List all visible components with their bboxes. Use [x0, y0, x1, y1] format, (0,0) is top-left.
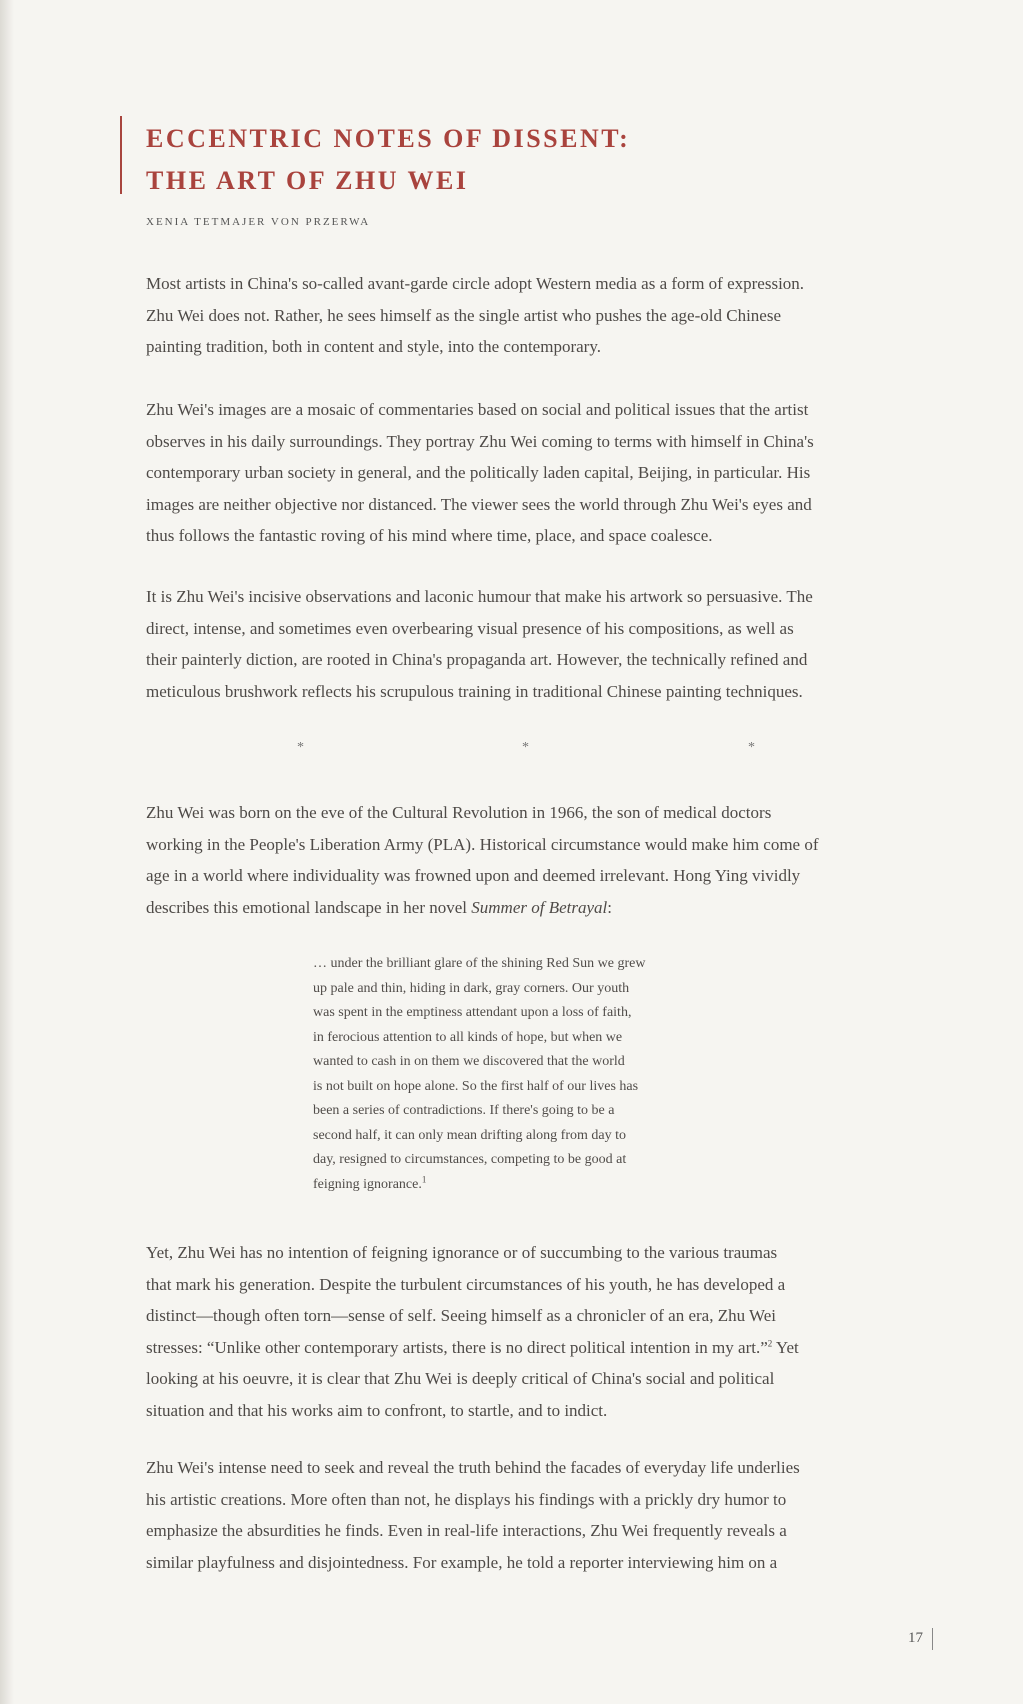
title-line-2: THE ART OF ZHU WEI: [146, 166, 469, 195]
text-line: similar playfulness and disjointedness. For example, he told a reporter interviewing him on a: [146, 1552, 778, 1572]
section-break-star: *: [297, 740, 304, 755]
text-line: Zhu Wei's images are a mosaic of commentaries based on social and political issues that the artist: [146, 400, 809, 419]
text-line: It is Zhu Wei's incisive observations and laconic humour that make his artwork so persuasive. The: [146, 587, 813, 606]
text-line: direct, intense, and sometimes even overbearing visual presence of his compositions, as well as: [146, 618, 794, 638]
text-line: Zhu Wei's intense need to seek and reveal the truth behind the facades of everyday life underlies: [146, 1458, 800, 1477]
author-byline: XENIA TETMAJER VON PRZERWA: [146, 216, 371, 228]
paragraph-2: [146, 394, 926, 552]
text-line: thus follows the fantastic roving of his mind where time, place, and space coalesce.: [146, 526, 713, 545]
quote-line: wanted to cash in on them we discovered that the world: [313, 1054, 625, 1069]
quote-line: … under the brilliant glare of the shining Red Sun we grew: [313, 956, 646, 971]
text-span: stresses: “Unlike other contemporary artists, there is no direct political intention in my art.”: [146, 1337, 768, 1357]
text-line: his artistic creations. More often than not, he displays his findings with a prickly dry humor to: [146, 1489, 787, 1509]
text-line: Zhu Wei does not. Rather, he sees himself as the single artist who pushes the age-old Chinese: [146, 305, 782, 325]
text-line: observes in his daily surroundings. They portray Zhu Wei coming to terms with himself in China's: [146, 431, 814, 451]
quote-line: is not built on hope alone. So the first half of our lives has: [313, 1078, 639, 1094]
quote-line: up pale and thin, hiding in dark, gray corners. Our youth: [313, 980, 630, 996]
text-line: distinct—though often torn—sense of self. Seeing himself as a chronicler of an era, Zhu Wei: [146, 1306, 776, 1325]
section-break: [0, 740, 1023, 760]
quote-line: was spent in the emptiness attendant upon a loss of faith,: [313, 1005, 632, 1020]
footnote-marker: 1: [421, 1173, 427, 1184]
paragraph-5: [146, 1237, 926, 1426]
text-line: Yet, Zhu Wei has no intention of feigning ignorance or of succumbing to the various traumas: [146, 1243, 778, 1262]
paragraph-3: [146, 581, 926, 707]
text-line: Most artists in China's so-called avant-garde circle adopt Western media as a form of expression.: [146, 274, 805, 293]
text-line: painting tradition, both in content and style, into the contemporary.: [146, 337, 601, 356]
text-line: age in a world where individuality was frowned upon and deemed irrelevant. Hong Ying vividly: [146, 866, 801, 885]
text-span: describes this emotional landscape in her novel: [146, 897, 472, 917]
text-line: meticulous brushwork reflects his scrupulous training in traditional Chinese painting techniques.: [146, 681, 803, 701]
binding-shadow: [0, 0, 14, 1704]
block-quote: [313, 952, 753, 1197]
text-line: that mark his generation. Despite the turbulent circumstances of his youth, he has developed a: [146, 1274, 786, 1294]
title-accent-rule: [120, 116, 122, 194]
quote-line: second half, it can only mean drifting along from day to: [313, 1127, 626, 1143]
text-span: Yet: [772, 1337, 799, 1357]
paragraph-1: [146, 268, 926, 363]
text-line: [146, 892, 926, 924]
article-title: [146, 118, 846, 202]
text-line: Zhu Wei was born on the eve of the Cultural Revolution in 1966, the son of medical doctors: [146, 803, 772, 822]
quote-line: been a series of contradictions. If there's going to be a: [313, 1103, 615, 1118]
text-line: situation and that his works aim to confront, to startle, and to indict.: [146, 1400, 608, 1420]
text-line: working in the People's Liberation Army (PLA). Historical circumstance would make him come of: [146, 834, 819, 854]
text-line: looking at his oeuvre, it is clear that Zhu Wei is deeply critical of China's social and political: [146, 1369, 775, 1388]
text-line: [146, 1332, 926, 1364]
text-line: emphasize the absurdities he finds. Even in real-life interactions, Zhu Wei frequently reveals a: [146, 1521, 787, 1540]
book-title: Summer of Betrayal: [471, 897, 608, 917]
paragraph-6: [146, 1452, 926, 1578]
page-number: 17: [908, 1630, 923, 1646]
text-line: their painterly diction, are rooted in China's propaganda art. However, the technically refined and: [146, 650, 808, 669]
text-span: :: [607, 897, 612, 917]
section-break-star: *: [748, 740, 755, 755]
page-number-rule: [932, 1628, 933, 1650]
quote-line: [313, 1173, 753, 1198]
text-line: contemporary urban society in general, and the politically laden capital, Beijing, in particular. His: [146, 463, 811, 482]
quote-line: in ferocious attention to all kinds of hope, but when we: [313, 1029, 623, 1045]
footnote-marker: 2: [767, 1337, 773, 1348]
text-span: feigning ignorance.: [313, 1176, 422, 1192]
text-line: images are neither objective nor distanced. The viewer sees the world through Zhu Wei's eyes and: [146, 494, 812, 514]
paragraph-4: [146, 797, 926, 923]
section-break-star: *: [522, 740, 529, 755]
title-line-1: ECCENTRIC NOTES OF DISSENT:: [146, 124, 631, 153]
quote-line: day, resigned to circumstances, competing to be good at: [313, 1152, 627, 1167]
